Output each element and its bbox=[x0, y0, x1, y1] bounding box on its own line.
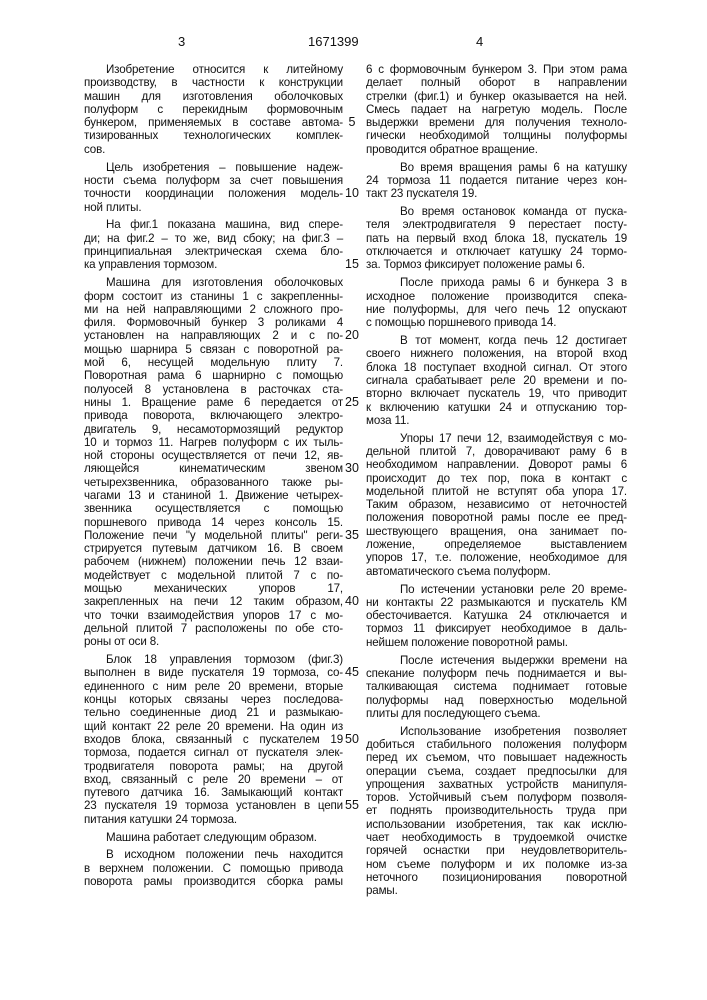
text-line: с помощью поршневого привода 14. bbox=[366, 316, 627, 329]
line-number: 15 bbox=[340, 258, 364, 271]
paragraph bbox=[84, 653, 343, 826]
text-line: тормоз 11 фиксирует необходимое в даль- bbox=[366, 622, 627, 635]
text-line: за. Тормоз фиксирует положение рамы 6. bbox=[366, 258, 627, 271]
text-line: принципиальная электрическая схема бло- bbox=[84, 245, 343, 258]
text-line: блока 18 поступает входной сигнал. От этого bbox=[366, 361, 627, 374]
text-line: делает полный оборот в направлении bbox=[366, 76, 627, 89]
text-line: упоров 17, т.е. положение, необходимое для bbox=[366, 551, 627, 564]
text-line: ет поднять производительность труда при bbox=[366, 804, 627, 817]
line-number: 25 bbox=[340, 396, 364, 409]
text-line: неточного позиционирования поворотной bbox=[366, 871, 627, 884]
text-line: мощью шарнира 5 связан с поворотной ра- bbox=[84, 343, 343, 356]
text-line: чает необходимость в трудоемкой очистке bbox=[366, 831, 627, 844]
text-line: поршневого привода 14 через консоль 15. bbox=[84, 516, 343, 529]
text-line: мой 6, несущей модельную плиту 7. bbox=[84, 356, 343, 369]
line-number: 30 bbox=[340, 462, 364, 475]
text-line: Машина работает следующим образом. bbox=[84, 831, 343, 844]
text-line: установлен на направляющих 2 и с по- bbox=[84, 329, 343, 342]
text-line: тормоза, подается сигнал от пускателя элек- bbox=[84, 746, 343, 759]
paragraph bbox=[366, 63, 627, 156]
line-number: 50 bbox=[340, 733, 364, 746]
paragraph bbox=[366, 334, 627, 427]
text-line: 6 с формовочным бункером 3. При этом рама bbox=[366, 63, 627, 76]
text-line: моза 11. bbox=[366, 414, 627, 427]
text-line: щий контакт 22 реле 20 времени. На один из bbox=[84, 720, 343, 733]
text-line: стрируется путевым датчиком 16. В своем bbox=[84, 542, 343, 555]
text-line: ложение, определяемое выставлением bbox=[366, 538, 627, 551]
text-line: филя. Формовочный бункер 3 роликами 4 bbox=[84, 316, 343, 329]
text-line: концы которых связаны через последова- bbox=[84, 693, 343, 706]
text-line: ной стороны осуществляется от печи 12, яв- bbox=[84, 449, 343, 462]
text-line: упрощения захватных устройств манипуля- bbox=[366, 778, 627, 791]
text-line: Изобретение относится к литейному bbox=[84, 63, 343, 76]
text-line: отключается и отключает катушку 24 тормо- bbox=[366, 245, 627, 258]
text-line: В тот момент, когда печь 12 достигает bbox=[366, 334, 627, 347]
paragraph bbox=[366, 432, 627, 578]
text-line: ми на ней направляющими 2 сложного про- bbox=[84, 303, 343, 316]
text-line: исходное положение производится спека- bbox=[366, 290, 627, 303]
text-line: Цель изобретения – повышение надеж- bbox=[84, 161, 343, 174]
text-line: После прихода рамы 6 и бункера 3 в bbox=[366, 276, 627, 289]
text-line: Использование изобретения позволяет bbox=[366, 725, 627, 738]
text-line: рабочем (нижнем) положении печь 12 взаи- bbox=[84, 555, 343, 568]
line-number: 40 bbox=[340, 595, 364, 608]
text-line: форм состоит из станины 1 с закрепленны- bbox=[84, 290, 343, 303]
text-line: полуформы над поверхностью модельной bbox=[366, 694, 627, 707]
paragraph bbox=[84, 848, 343, 888]
text-line: Положение печи "у модельной плиты" реги- bbox=[84, 529, 343, 542]
text-line: в верхнем положении. С помощью привода bbox=[84, 862, 343, 875]
text-line: нины 1. Вращение раме 6 передается от bbox=[84, 396, 343, 409]
text-line: ном съеме полуформ и их поломке из-за bbox=[366, 858, 627, 871]
text-line: Блок 18 управления тормозом (фиг.3) bbox=[84, 653, 343, 666]
text-line: Машина для изготовления оболочковых bbox=[84, 276, 343, 289]
text-line: Во время остановок команда от пуска- bbox=[366, 205, 627, 218]
text-line: путевого датчика 16. Замыкающий контакт bbox=[84, 786, 343, 799]
paragraph bbox=[366, 725, 627, 898]
paragraph bbox=[366, 276, 627, 329]
text-line: обесточивается. Катушка 24 отключается и bbox=[366, 609, 627, 622]
paragraph bbox=[366, 583, 627, 649]
text-line: талкивающая система поднимает готовые bbox=[366, 680, 627, 693]
patent-number: 1671399 bbox=[308, 34, 359, 49]
line-number: 55 bbox=[340, 799, 364, 812]
text-line: своего нижнего положения, на второй вход bbox=[366, 347, 627, 360]
text-line: Во время вращения рамы 6 на катушку bbox=[366, 161, 627, 174]
page-number-left: 3 bbox=[178, 34, 185, 49]
text-line: добиться стабильного положения полуформ bbox=[366, 738, 627, 751]
text-line: торов. Устойчивый съем полуформ позволя- bbox=[366, 791, 627, 804]
text-line: тизированных технологических комплек- bbox=[84, 129, 343, 142]
text-line: дельной плитой 7 расположены по обе сто- bbox=[84, 622, 343, 635]
line-number: 10 bbox=[340, 187, 364, 200]
text-line: что точки взаимодействия упоров 17 с мо- bbox=[84, 609, 343, 622]
text-line: 24 тормоза 11 подается питание через кон- bbox=[366, 174, 627, 187]
text-line: нейшем положение поворотной рамы. bbox=[366, 636, 627, 649]
text-line: тродвигателя поворота рамы; на другой bbox=[84, 760, 343, 773]
text-line: автоматического съема полуформ. bbox=[366, 565, 627, 578]
text-line: производству, в частности к конструкции bbox=[84, 76, 343, 89]
text-line: чагами 13 и станиной 1. Движение четырех- bbox=[84, 489, 343, 502]
text-line: перед их съемом, что повышает надежность bbox=[366, 751, 627, 764]
text-line: рамы. bbox=[366, 884, 627, 897]
text-line: ди; на фиг.2 – то же, вид сбоку; на фиг.3 – bbox=[84, 232, 343, 245]
line-number: 45 bbox=[340, 666, 364, 679]
text-line: пать на первый вход блока 18, пускатель 19 bbox=[366, 232, 627, 245]
text-line: необходимом направлении. Доворот рамы 6 bbox=[366, 458, 627, 471]
text-line: спекание полуформ печь поднимается и вы- bbox=[366, 667, 627, 680]
text-line: двигатель 9, несамотормозящий редуктор bbox=[84, 423, 343, 436]
text-line: мощью механических упоров 17, bbox=[84, 582, 343, 595]
paragraph bbox=[84, 161, 343, 214]
paragraph bbox=[84, 831, 343, 844]
paragraph bbox=[84, 276, 343, 648]
paragraph bbox=[84, 63, 343, 156]
text-line: единенного с ним реле 20 времени, вторые bbox=[84, 680, 343, 693]
text-line: вторно включает пускатель 19, что приводит bbox=[366, 387, 627, 400]
text-line: Упоры 17 печи 12, взаимодействуя с мо- bbox=[366, 432, 627, 445]
text-line: использовании изобретения, так как исклю- bbox=[366, 818, 627, 831]
text-line: стрелки (фиг.1) и бункер оказывается на ней. bbox=[366, 90, 627, 103]
text-line: горячей оснастки при неудовлетворитель- bbox=[366, 844, 627, 857]
text-line: После истечения выдержки времени на bbox=[366, 654, 627, 667]
text-line: выдержки времени для получения техноло- bbox=[366, 116, 627, 129]
text-line: В исходном положении печь находится bbox=[84, 848, 343, 861]
text-line: точности координации положения модель- bbox=[84, 187, 343, 200]
text-line: сов. bbox=[84, 143, 343, 156]
text-line: гически необходимой толщины полуформы bbox=[366, 129, 627, 142]
line-number: 20 bbox=[340, 329, 364, 342]
text-line: ни контакты 22 размыкаются и пускатель КМ bbox=[366, 596, 627, 609]
text-line: закрепленных на печи 12 таким образом, bbox=[84, 595, 343, 608]
text-line: происходит до тех пор, пока в контакт с bbox=[366, 472, 627, 485]
text-line: такт 23 пускателя 19. bbox=[366, 187, 627, 200]
text-line: теля электродвигателя 9 перестает посту- bbox=[366, 218, 627, 231]
paragraph bbox=[366, 205, 627, 271]
text-line: четырехзвенника, образованного также ры- bbox=[84, 476, 343, 489]
text-line: входов блока, связанный с пускателем 19 bbox=[84, 733, 343, 746]
text-line: плиты для последующего съема. bbox=[366, 707, 627, 720]
page-number-right: 4 bbox=[476, 34, 483, 49]
text-line: роны от оси 8. bbox=[84, 635, 343, 648]
paragraph bbox=[366, 161, 627, 201]
text-line: питания катушки 24 тормоза. bbox=[84, 813, 343, 826]
text-line: ной плиты. bbox=[84, 201, 343, 214]
text-line: тельно соединенные диод 21 и размыкаю- bbox=[84, 706, 343, 719]
paragraph bbox=[366, 654, 627, 720]
text-line: привода поворота, включающего электро- bbox=[84, 409, 343, 422]
text-line: полуосей 8 установлена в расточках ста- bbox=[84, 383, 343, 396]
text-line: 23 пускателя 19 тормоза установлен в цепи bbox=[84, 799, 343, 812]
text-line: положения поворотной рамы после ее пред- bbox=[366, 511, 627, 524]
text-line: выполнен в виде пускателя 19 тормоза, со- bbox=[84, 666, 343, 679]
right-text-column bbox=[366, 63, 627, 898]
text-line: поворота рамы производится сборка рамы bbox=[84, 875, 343, 888]
text-line: ляющейся кинематическим звеном bbox=[84, 462, 343, 475]
text-line: машин для изготовления оболочковых bbox=[84, 90, 343, 103]
text-line: По истечении установки реле 20 време- bbox=[366, 583, 627, 596]
text-line: ние полуформы, для чего печь 12 опускают bbox=[366, 303, 627, 316]
text-line: На фиг.1 показана машина, вид спере- bbox=[84, 218, 343, 231]
text-line: ка управления тормозом. bbox=[84, 258, 343, 271]
text-line: проводится обратное вращение. bbox=[366, 143, 627, 156]
text-line: шествующего вращения, она занимает по- bbox=[366, 525, 627, 538]
text-line: Смесь падает на нагретую модель. После bbox=[366, 103, 627, 116]
text-line: Таким образом, независимо от неточностей bbox=[366, 498, 627, 511]
text-line: звенника осуществляется с помощью bbox=[84, 502, 343, 515]
text-line: 10 и тормоз 11. Нагрев полуформ с их тыль- bbox=[84, 436, 343, 449]
text-line: ности съема полуформ за счет повышения bbox=[84, 174, 343, 187]
text-line: модействует с модельной плитой 7 с по- bbox=[84, 569, 343, 582]
text-line: модельной плитой не вступят оба упора 17. bbox=[366, 485, 627, 498]
text-line: Поворотная рама 6 шарнирно с помощью bbox=[84, 369, 343, 382]
paragraph bbox=[84, 218, 343, 271]
text-line: операции съема, создает предпосылки для bbox=[366, 765, 627, 778]
line-number: 5 bbox=[340, 116, 364, 129]
text-line: вход, связанный с реле 20 времени – от bbox=[84, 773, 343, 786]
line-number: 35 bbox=[340, 529, 364, 542]
text-line: сигнала срабатывает реле 20 времени и по- bbox=[366, 374, 627, 387]
text-line: к включению катушки 24 и отпусканию тор- bbox=[366, 401, 627, 414]
text-line: бункером, применяемых в составе автома- bbox=[84, 116, 343, 129]
left-text-column bbox=[84, 63, 343, 888]
text-line: дельной плитой 7, доворачивают раму 6 в bbox=[366, 445, 627, 458]
text-line: полуформ с перекидным формовочным bbox=[84, 103, 343, 116]
